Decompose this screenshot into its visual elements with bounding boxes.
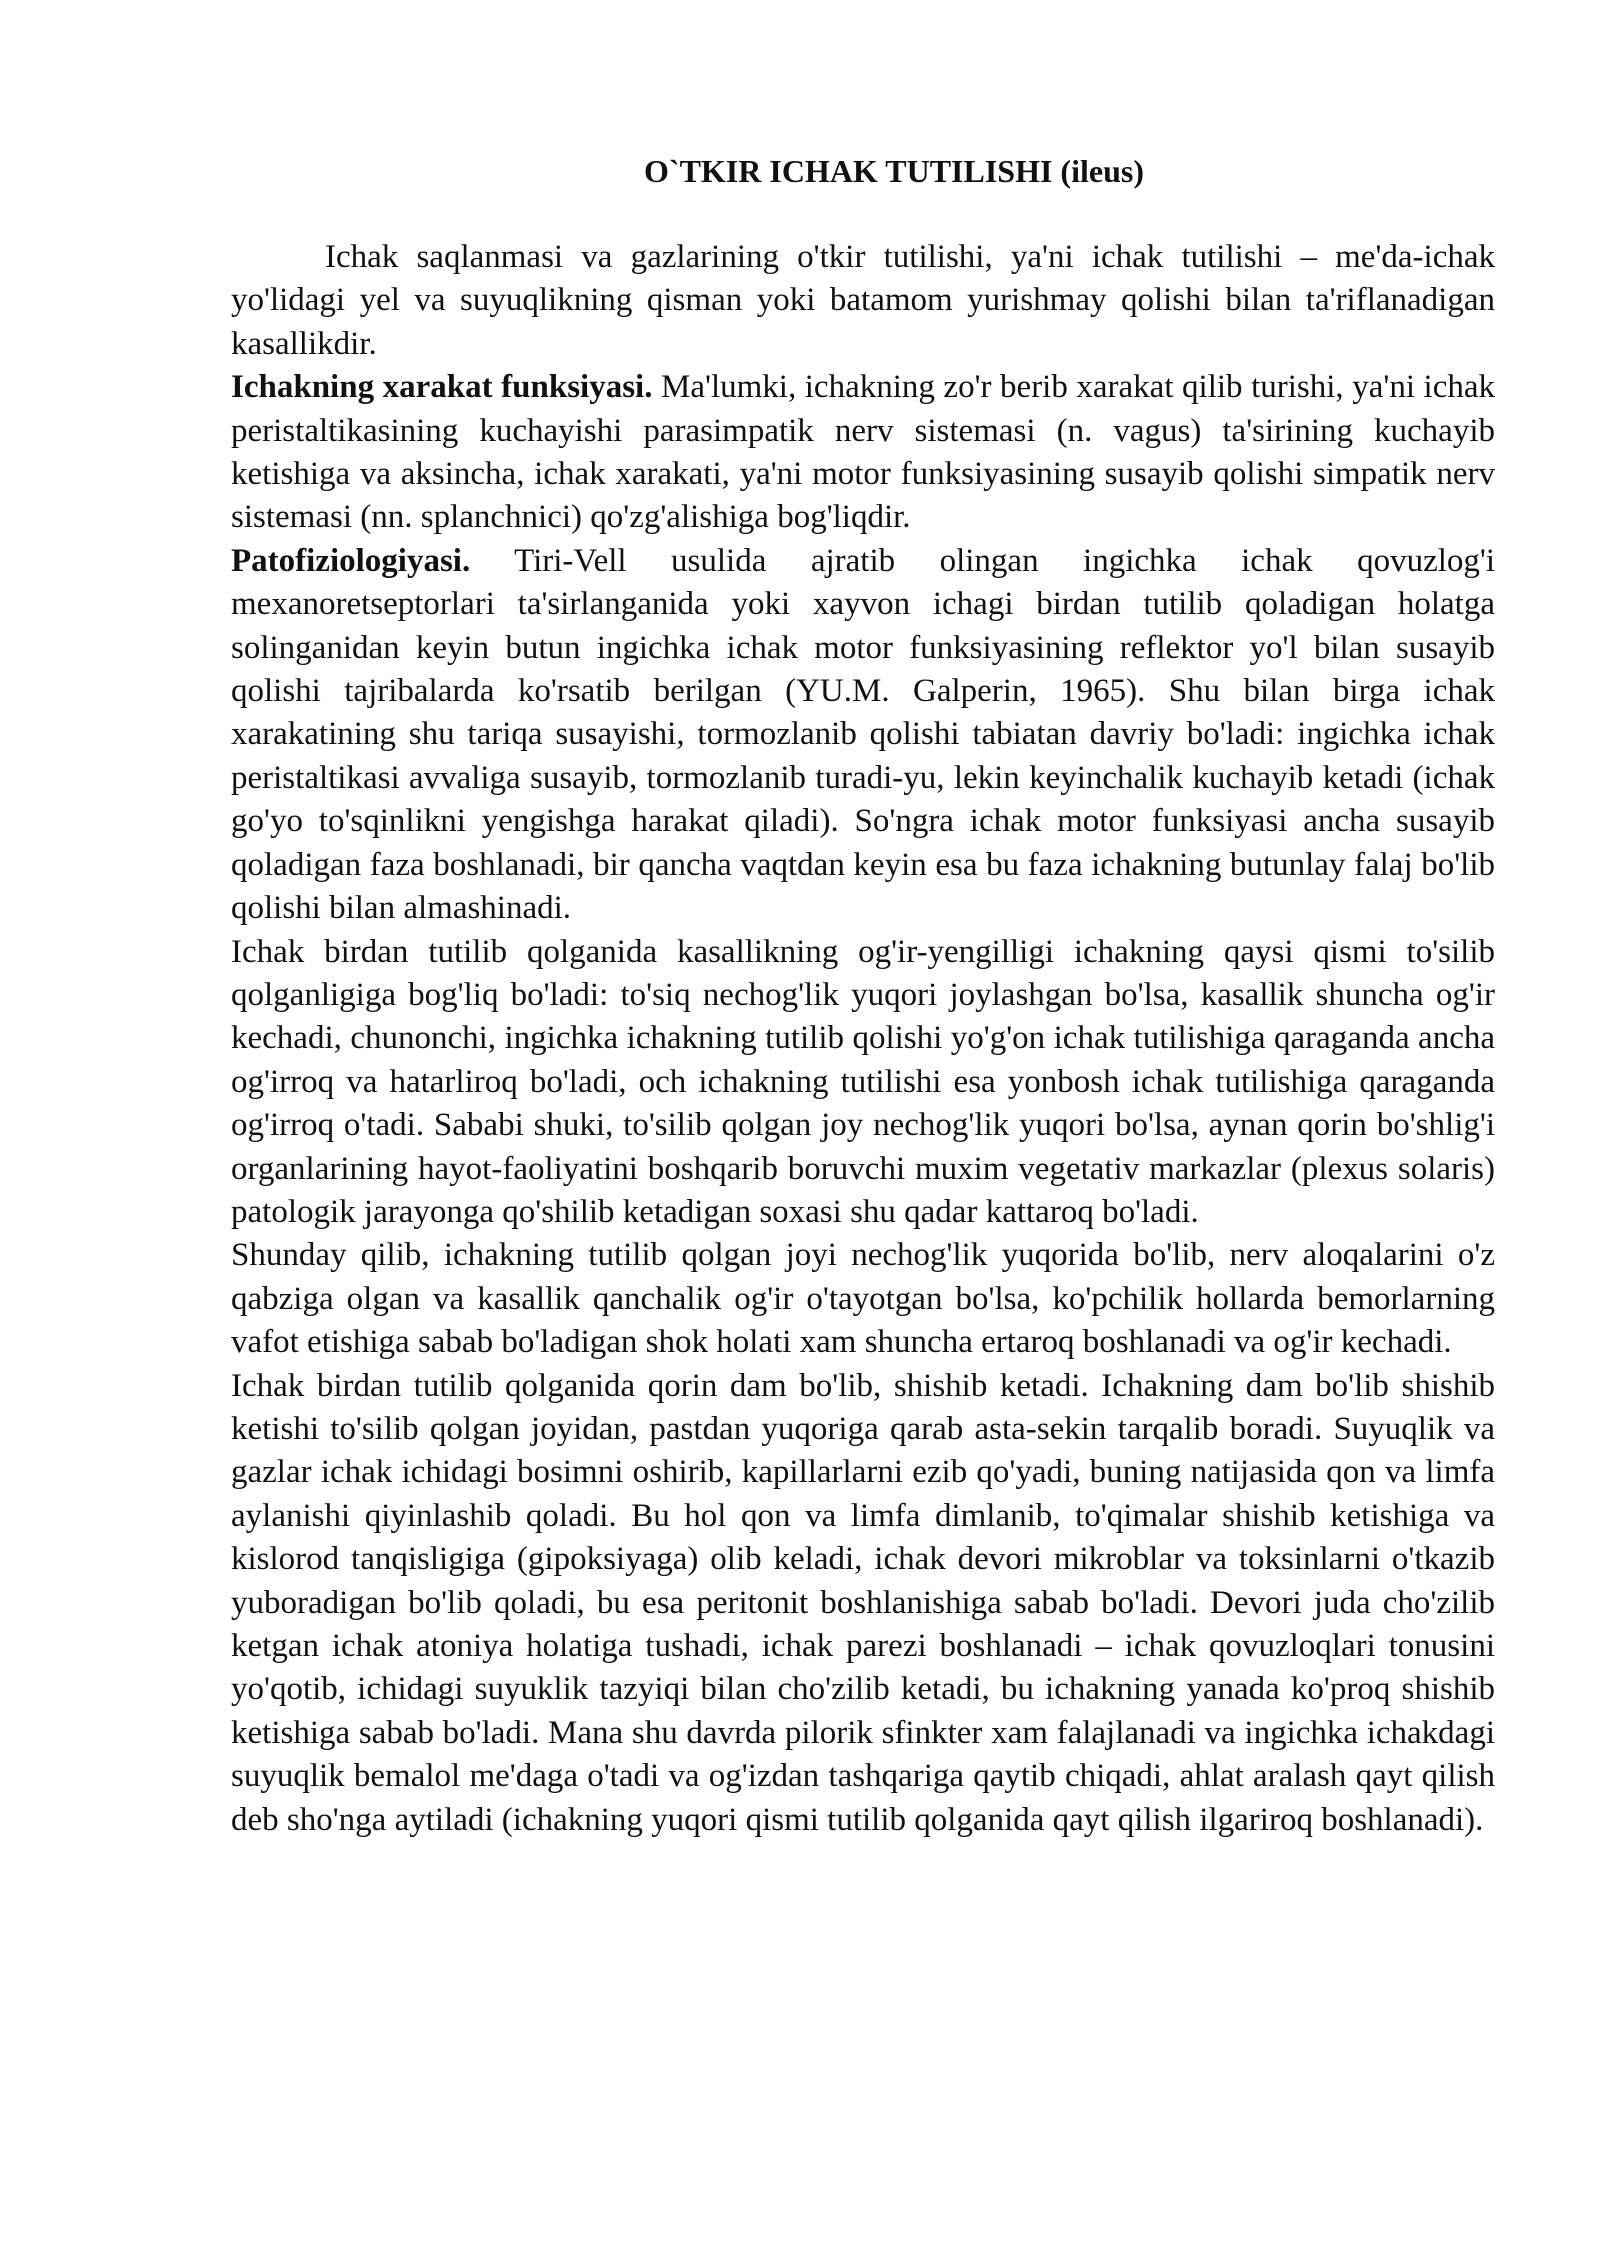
pathophysiology-text: Tiri-Vell usulida ajratib olingan ingichka ichak qovuzlog'i mexanoretseptorlari ta'sirlanganida yoki xayvon ichagi birdan tutilib qoladigan holatga solinganidan keyin butun ingichka ichak motor funksiyasining reflektor yo'l bilan susayib qolishi tajribalarda ko'rsatib berilgan (YU.M. Galperin, 1965). Shu bilan birga ichak xarakatining shu tariqa susayishi, tormozlanib qolishi tabiatan davriy bo'ladi: ingichka ichak peristaltikasi avvaliga susayib, tormozlanib turadi-yu, lekin keyinchalik kuchayib ketadi (ichak go'yo to'sqinlikni yengishga harakat qiladi). So'ngra ichak motor funksiyasi ancha susayib qoladigan faza boshlanadi, bir qancha vaqtdan keyin esa bu faza ichakning butunlay falaj bo'lib qolishi bilan almashinadi. [231,542,1495,927]
motor-function-heading: Ichakning xarakat funksiyasi. [231,369,653,406]
motor-function-text: Ma'lumki, ichakning zo'r berib xarakat qilib turishi, ya'ni ichak peristaltikasining kuchayishi parasimpatik nerv sistemasi (n. vagus) ta'sirining kuchayib ketishiga va aksincha, ichak xarakati, ya'ni motor funksiyasining susayib qolishi simpatik nerv sistemasi (nn. splanchnici) qo'zg'alishiga bog'liqdir. [231,369,1495,536]
pathophysiology-paragraph [231,540,1495,931]
pathophysiology-heading: Patofiziologiyasi. [231,542,471,579]
document-title: O`TKIR ICHAK TUTILISHI (ileus) [644,153,1144,189]
body-paragraph-shock: Shunday qilib, ichakning tutilib qolgan joyi nechog'lik yuqorida bo'lib, nerv aloqalarini o'z qabziga olgan va kasallik qanchalik og'ir o'tayotgan bo'lsa, ko'pchilik hollarda bemorlarning vafot etishiga sabab bo'ladigan shok holati xam shuncha ertaroq boshlanadi va og'ir kechadi. [231,1237,1495,1361]
body-paragraph-distension: Ichak birdan tutilib qolganida qorin dam bo'lib, shishib ketadi. Ichakning dam bo'lib shishib ketishi to'silib qolgan joyidan, pastdan yuqoriga qarab asta-sekin tarqalib boradi. Suyuqlik va gazlar ichak ichidagi bosimni oshirib, kapillarlarni ezib qo'yadi, buning natijasida qon va limfa aylanishi qiyinlashib qoladi. Bu hol qon va limfa dimlanib, to'qimalar shishib ketishiga va kislorod tanqisligiga (gipoksiyaga) olib keladi, ichak devori mikroblar va toksinlarni o'tkazib yuboradigan bo'lib qoladi, bu esa peritonit boshlanishiga sabab bo'ladi. Devori juda cho'zilib ketgan ichak atoniya holatiga tushadi, ichak parezi boshlanadi – ichak qovuzloqlari tonusini yo'qotib, ichidagi suyuklik tazyiqi bilan cho'zilib ketadi, bu ichakning yanada ko'proq shishib ketishiga sabab bo'ladi. Mana shu davrda pilorik sfinkter xam falajlanadi va ingichka ichakdagi suyuqlik bemalol me'daga o'tadi va og'izdan tashqariga qaytib chiqadi, ahlat aralash qayt qilish deb sho'nga aytiladi (ichakning yuqori qismi tutilib qolganida qayt qilish ilgariroq boshlanadi). [231,1367,1495,1838]
document-page [231,150,1495,1842]
intro-paragraph: Ichak saqlanmasi va gazlarining o'tkir tutilishi, ya'ni ichak tutilishi – me'da-ichak yo'lidagi yel va suyuqlikning qisman yoki batamom yurishmay qolishi bilan ta'riflanadigan kasallikdir. [231,239,1495,362]
motor-function-paragraph [231,366,1495,540]
body-paragraph-severity: Ichak birdan tutilib qolganida kasallikning og'ir-yengilligi ichakning qaysi qismi to'silib qolganligiga bog'liq bo'ladi: to'siq nechog'lik yuqori joylashgan bo'lsa, kasallik shuncha og'ir kechadi, chunonchi, ingichka ichakning tutilib qolishi yo'g'on ichak tutilishiga qaraganda ancha og'irroq va hatarliroq bo'ladi, och ichakning tutilishi esa yonbosh ichak tutilishiga qaraganda og'irroq o'tadi. Sababi shuki, to'silib qolgan joy nechog'lik yuqori bo'lsa, aynan qorin bo'shlig'i organlarining hayot-faoliyatini boshqarib boruvchi muxim vegetativ markazlar (plexus solaris) patologik jarayonga qo'shilib ketadigan soxasi shu qadar kattaroq bo'ladi. [231,933,1495,1230]
